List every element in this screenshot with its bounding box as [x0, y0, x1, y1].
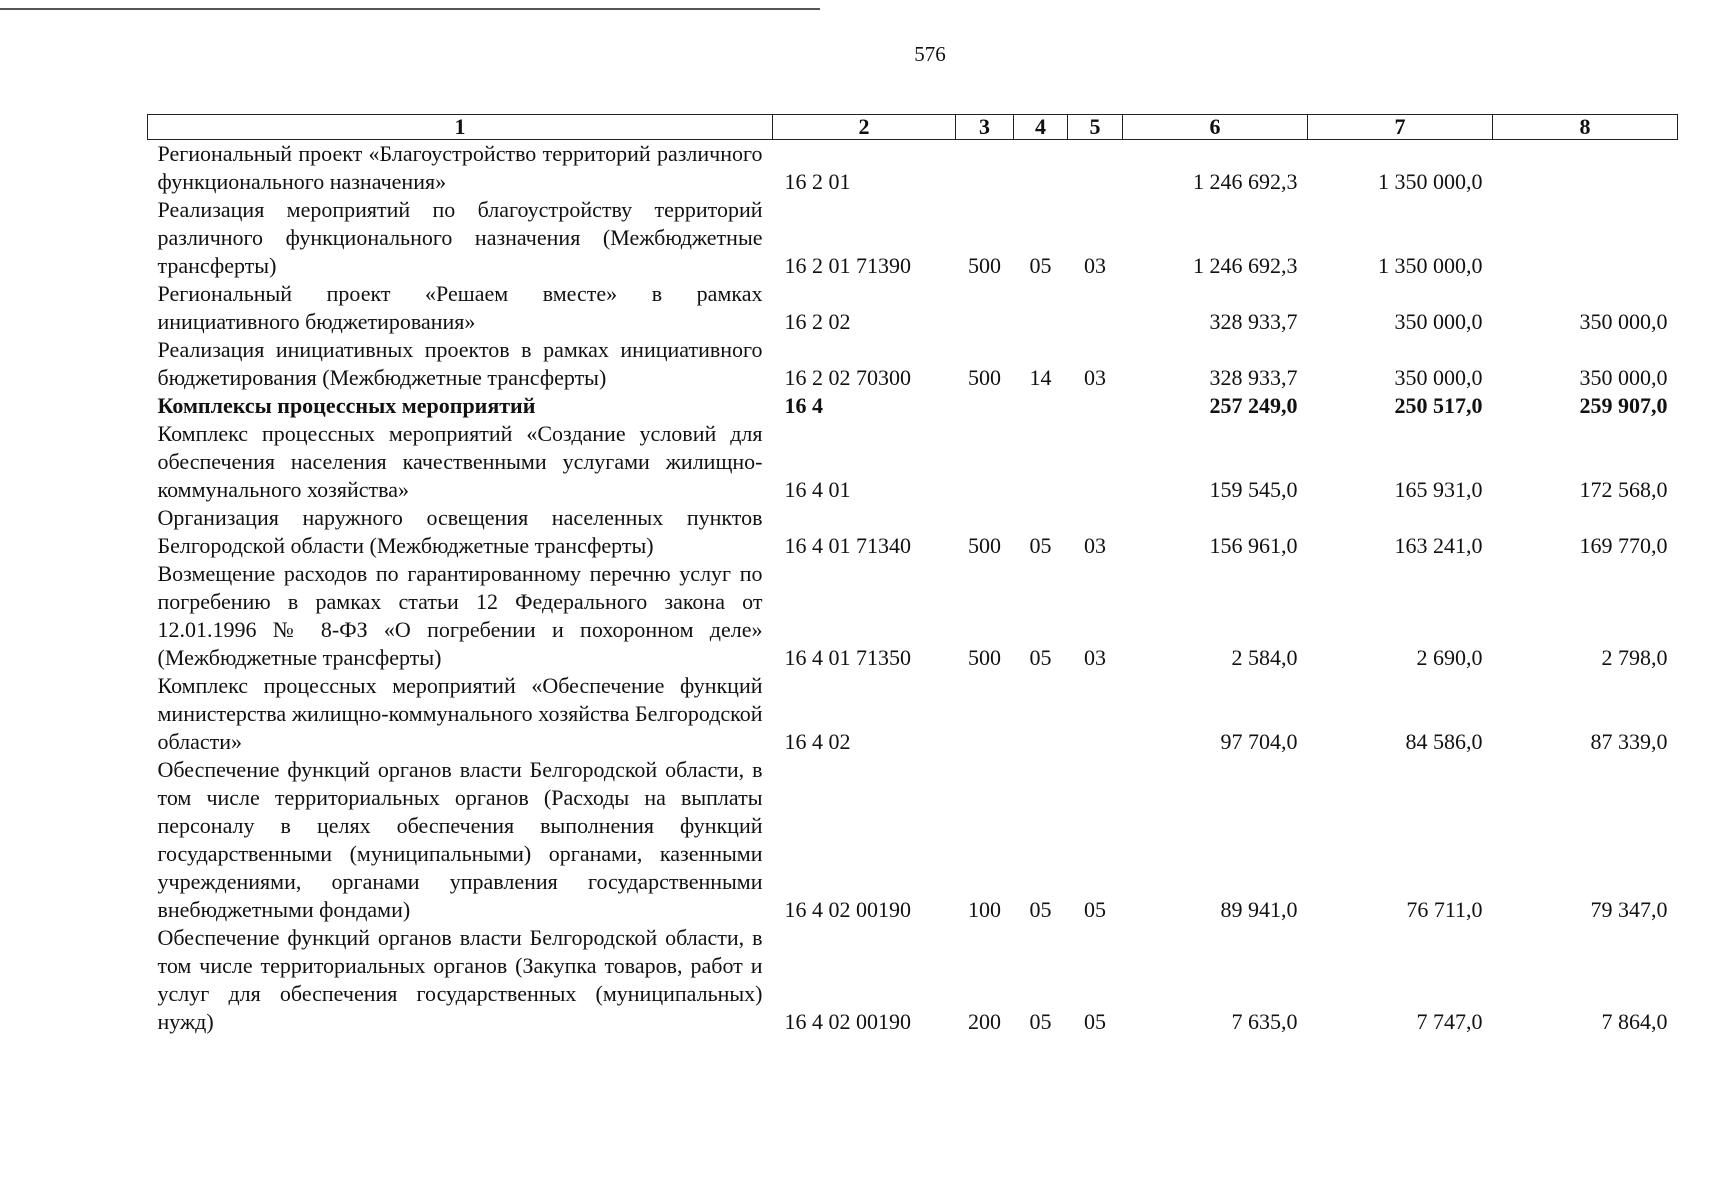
row-code: 16 2 01 71390	[784, 253, 911, 278]
row-col3	[956, 392, 1014, 420]
row-col4	[1014, 140, 1068, 197]
row-value-6: 97 704,0	[1220, 729, 1298, 754]
row-col3: 500	[968, 365, 1001, 390]
header-row	[148, 115, 1678, 140]
table-row	[148, 392, 1678, 420]
row-col3: 100	[968, 897, 1001, 922]
row-value-7: 350 000,0	[1394, 309, 1483, 334]
row-col4: 05	[1029, 645, 1052, 670]
page-number: 576	[914, 42, 946, 66]
row-value-8	[1493, 140, 1678, 197]
row-col5: 03	[1084, 533, 1106, 558]
row-value-8: 7 864,0	[1601, 1009, 1668, 1034]
row-col4: 05	[1029, 897, 1052, 922]
row-code: 16 4 02 00190	[784, 897, 911, 922]
row-col3	[956, 140, 1014, 197]
row-code: 16 4 02 00190	[784, 1009, 911, 1034]
row-code: 16 2 01	[784, 169, 851, 194]
row-col4: 14	[1029, 365, 1052, 390]
row-name: Комплекс процессных мероприятий «Обеспечение функций министерства жилищно-коммунального хозяйства Белгородской области»	[157, 673, 763, 754]
row-col5	[1068, 392, 1123, 420]
row-code: 16 4	[784, 393, 823, 418]
table-row	[148, 756, 1678, 924]
row-col4	[1014, 420, 1068, 504]
table-row	[148, 504, 1678, 560]
row-value-7: 7 747,0	[1416, 1009, 1483, 1034]
row-value-7: 350 000,0	[1394, 365, 1483, 390]
row-value-6: 328 933,7	[1209, 365, 1298, 390]
row-value-7: 1 350 000,0	[1378, 253, 1483, 278]
table-row	[148, 420, 1678, 504]
row-col4: 05	[1029, 533, 1052, 558]
column-header: 7	[1308, 115, 1493, 140]
column-header: 8	[1493, 115, 1678, 140]
top-rule	[0, 8, 820, 10]
row-code: 16 4 01 71340	[784, 533, 911, 558]
row-value-7: 84 586,0	[1405, 729, 1483, 754]
row-col5: 05	[1084, 897, 1106, 922]
row-code: 16 4 01 71350	[784, 645, 911, 670]
row-col5	[1068, 420, 1123, 504]
row-code: 16 2 02 70300	[784, 365, 911, 390]
row-code: 16 2 02	[784, 309, 851, 334]
table-row	[148, 280, 1678, 336]
row-value-6: 89 941,0	[1220, 897, 1298, 922]
row-value-8: 169 770,0	[1579, 533, 1668, 558]
row-col3: 500	[968, 253, 1001, 278]
table-row	[148, 196, 1678, 280]
column-header: 2	[773, 115, 956, 140]
row-value-7: 165 931,0	[1394, 477, 1483, 502]
row-col5: 03	[1084, 365, 1106, 390]
row-value-6: 257 249,0	[1209, 393, 1298, 418]
table-body	[148, 140, 1678, 1037]
row-value-8: 2 798,0	[1601, 645, 1668, 670]
row-value-7: 250 517,0	[1394, 393, 1483, 418]
row-value-8: 87 339,0	[1590, 729, 1668, 754]
row-col5	[1068, 280, 1123, 336]
row-value-7: 1 350 000,0	[1378, 169, 1483, 194]
row-name: Реализация инициативных проектов в рамках инициативного бюджетирования (Межбюджетные трансферты)	[157, 337, 763, 390]
row-col4: 05	[1029, 1009, 1052, 1034]
table-row	[148, 924, 1678, 1036]
row-name: Обеспечение функций органов власти Белгородской области, в том числе территориальных органов (Расходы на выплаты персоналу в целях обеспечения выполнения функций государственными (муниципальными) органами, казенными учреждениями, органами управления государственными внебюджетными фондами)	[157, 757, 763, 922]
row-name: Обеспечение функций органов власти Белгородской области, в том числе территориальных органов (Закупка товаров, работ и услуг для обеспечения государственных (муниципальных) нужд)	[157, 925, 763, 1034]
row-col3	[956, 280, 1014, 336]
table-row	[148, 336, 1678, 392]
row-value-6: 328 933,7	[1209, 309, 1298, 334]
row-name: Региональный проект «Решаем вместе» в рамках инициативного бюджетирования»	[157, 281, 763, 334]
table-row	[148, 672, 1678, 756]
row-col5	[1068, 672, 1123, 756]
row-value-8: 350 000,0	[1579, 309, 1668, 334]
column-header: 3	[956, 115, 1014, 140]
row-name: Региональный проект «Благоустройство территорий различного функционального назначения»	[157, 141, 763, 194]
row-col3	[956, 672, 1014, 756]
row-value-6: 156 961,0	[1209, 533, 1298, 558]
row-value-6: 1 246 692,3	[1193, 169, 1298, 194]
row-col5: 05	[1084, 1009, 1106, 1034]
row-value-8	[1493, 196, 1678, 280]
row-code: 16 4 02	[784, 729, 851, 754]
table-row	[148, 560, 1678, 672]
row-col4	[1014, 392, 1068, 420]
column-header: 4	[1014, 115, 1068, 140]
row-value-8: 350 000,0	[1579, 365, 1668, 390]
row-name: Комплекс процессных мероприятий «Создание условий для обеспечения населения качественными услугами жилищно-коммунального хозяйства»	[157, 421, 763, 502]
column-header: 6	[1123, 115, 1308, 140]
row-col3: 500	[968, 645, 1001, 670]
table-row	[148, 140, 1678, 197]
row-value-7: 163 241,0	[1394, 533, 1483, 558]
row-col3	[956, 420, 1014, 504]
row-name: Реализация мероприятий по благоустройству территорий различного функционального назначения (Межбюджетные трансферты)	[157, 197, 763, 278]
row-col4	[1014, 672, 1068, 756]
row-code: 16 4 01	[784, 477, 851, 502]
row-value-6: 159 545,0	[1209, 477, 1298, 502]
budget-table	[147, 114, 1678, 1036]
row-name: Комплексы процессных мероприятий	[157, 393, 536, 418]
row-col3: 500	[968, 533, 1001, 558]
column-header: 1	[148, 115, 773, 140]
row-col5: 03	[1084, 253, 1106, 278]
row-value-7: 76 711,0	[1406, 897, 1483, 922]
row-col4: 05	[1029, 253, 1052, 278]
row-col5: 03	[1084, 645, 1106, 670]
row-col3: 200	[968, 1009, 1001, 1034]
row-value-8: 79 347,0	[1590, 897, 1668, 922]
row-value-8: 259 907,0	[1579, 393, 1668, 418]
row-value-8: 172 568,0	[1579, 477, 1668, 502]
column-header: 5	[1068, 115, 1123, 140]
row-name: Организация наружного освещения населенных пунктов Белгородской области (Межбюджетные трансферты)	[157, 505, 763, 558]
row-col4	[1014, 280, 1068, 336]
row-value-6: 7 635,0	[1231, 1009, 1298, 1034]
row-value-6: 2 584,0	[1231, 645, 1298, 670]
row-value-6: 1 246 692,3	[1193, 253, 1298, 278]
row-value-7: 2 690,0	[1416, 645, 1483, 670]
row-name: Возмещение расходов по гарантированному перечню услуг по погребению в рамках статьи 12 Федерального закона от 12.01.1996 № 8-ФЗ «О погребении и похоронном деле» (Межбюджетные трансферты)	[157, 561, 763, 670]
row-col5	[1068, 140, 1123, 197]
